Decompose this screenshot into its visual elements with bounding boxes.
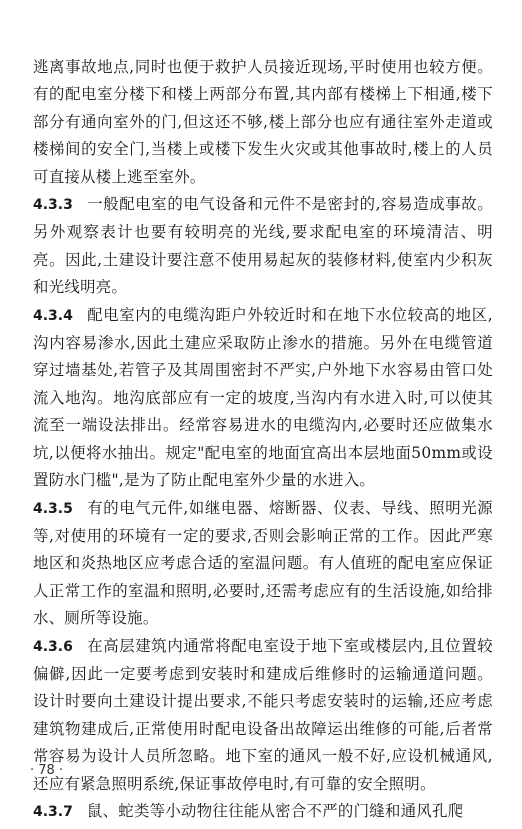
clause-number: 4.3.7 (33, 803, 73, 820)
clause-number: 4.3.6 (33, 638, 73, 655)
clause-number: 4.3.4 (33, 307, 73, 324)
continuation-paragraph: 逃离事故地点,同时也便于救护人员接近现场,平时使用也较方便。有的配电室分楼下和楼上两部分布置,其内部有楼梯上下相通,楼下部分有通向室外的门,但这还不够,楼上部分也应有通往室外走道或楼梯间的安全门,当楼上或楼下发生火灾或其他事故时,楼上的人员可直接从楼上逃至室外。 (33, 58, 493, 186)
document-body (33, 54, 493, 826)
clause-4-3-7 (33, 798, 493, 826)
clause-4-3-5 (33, 495, 493, 633)
clause-4-3-4 (33, 302, 493, 495)
clause-number: 4.3.3 (33, 197, 73, 214)
clause-text: 配电室内的电缆沟距户外较近时和在地下水位较高的地区,沟内容易渗水,因此土建应采取防止渗水的措施。另外在电缆管道穿过墙基处,若管子及其周围密封不严实,户外地下水容易由管口处流入地沟。地沟底部应有一定的坡度,当沟内有水进入时,可以使其流至一端设法排出。经常容易进水的电缆沟内,必要时还应做集水坑,以便将水抽出。规定"配电室的地面宜高出本层地面50mm或设置防水门槛",是为了防止配电室外少量的水进入。 (33, 305, 493, 490)
clause-4-3-6 (33, 633, 493, 798)
page-number: · 78 · (30, 763, 64, 778)
clause-number: 4.3.5 (33, 500, 73, 517)
clause-text: 有的电气元件,如继电器、熔断器、仪表、导线、照明光源等,对使用的环境有一定的要求,否则会影响正常的工作。因此严寒地区和炎热地区应考虑合适的室温问题。有人值班的配电室应保证人正常工作的室温和照明,必要时,还需考虑应有的生活设施,如给排水、厕所等设施。 (33, 498, 493, 628)
clause-text: 鼠、蛇类等小动物往往能从密合不严的门缝和通风孔爬 (86, 801, 464, 820)
clause-4-3-3 (33, 191, 493, 302)
clause-text: 在高层建筑内通常将配电室设于地下室或楼层内,且位置较偏僻,因此一定要考虑到安装时和建成后维修时的运输通道问题。设计时要向土建设计提出要求,不能只考虑安装时的运输,还应考虑建筑物建成后,正常使用时配电设备出故障运出维修的可能,后者常常容易为设计人员所忽略。地下室的通风一般不好,应设机械通风,还应有紧急照明系统,保证事故停电时,有可靠的安全照明。 (33, 636, 493, 793)
clause-text: 一般配电室的电气设备和元件不是密封的,容易造成事故。另外观察表计也要有较明亮的光线,要求配电室的环境清洁、明亮。因此,土建设计要注意不使用易起灰的装修材料,使室内少积灰和光线明亮。 (33, 195, 493, 297)
